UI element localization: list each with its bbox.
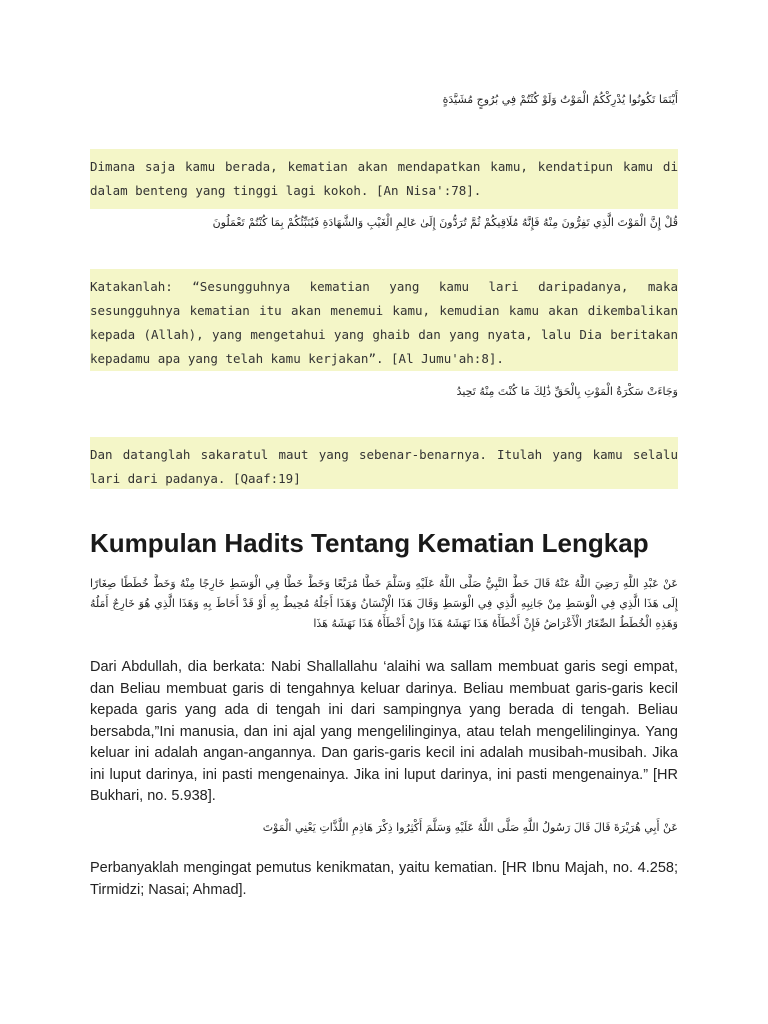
section-heading: Kumpulan Hadits Tentang Kematian Lengkap — [90, 528, 649, 558]
hadith-2-translation: Perbanyaklah mengingat pemutus kenikmatan, yaitu kematian. [HR Ibnu Majah, no. 4.258; Tirmidzi; Nasai; Ahmad]. — [90, 860, 678, 898]
hadith-1-arabic: عَنْ عَبْدِ اللَّهِ رَضِيَ اللَّهُ عَنْهُ قَالَ خَطَّ النَّبِيُّ صَلَّى اللَّهُ عَلَيْهِ وَسَلَّمَ خَطًّا مُرَبَّعًا وَخَطَّ خَطًّا فِي الْوَسَطِ خَارِجًا مِنْهُ وَخَطَّ خُطَطًا صِغَارًا إِلَى هَذَا الَّذِي فِي الْوَسَطِ مِنْ جَانِبِهِ الَّذِي فِي الْوَسَطِ وَقَالَ هَذَا الْإِنْسَانُ وَهَذَا أَجَلُهُ مُحِيطٌ بِهِ أَوْ قَدْ أَحَاطَ بِهِ وَهَذَا الَّذِي هُوَ خَارِجٌ أَمَلُهُ وَهَذِهِ الْخُطَطُ الصِّغَارُ الْأَعْرَاضُ فَإِنْ أَخْطَأَهُ هَذَا نَهَشَهُ هَذَا وَإِنْ أَخْطَأَهُ هَذَا نَهَشَهُ هَذَا — [90, 577, 678, 630]
verse-3-translation-highlight — [90, 437, 678, 489]
hadith-1-translation: Dari Abdullah, dia berkata: Nabi Shallallahu ‘alaihi wa sallam membuat garis segi empat, dan Beliau membuat garis di tengahnya keluar darinya. Beliau membuat garis-garis kecil kepada garis yang ada di tengah ini dari sampingnya yang berada di tengah. Beliau bersabda,”Ini manusia, dan ini ajal yang mengelilinginya, atau telah mengelilinginya. Yang keluar ini adalah angan-angannya. Dan garis-garis kecil ini adalah musibah-musibah. Jika ini luput darinya, ini pasti mengenainya. Jika ini luput darinya, ini pasti mengenainya.” [HR Bukhari, no. 5.938]. — [90, 659, 678, 804]
verse-2-translation-highlight — [90, 269, 678, 371]
verse-3-translation: Dan datanglah sakaratul maut yang sebenar-benarnya. Itulah yang kamu selalu lari dari padanya. [Qaaf:19] — [90, 447, 678, 486]
verse-1-translation-highlight — [90, 149, 678, 209]
verse-1-arabic: أَيْنَمَا تَكُونُوا يُدْرِكْكُمُ الْمَوْتُ وَلَوْ كُنْتُمْ فِي بُرُوجٍ مُشَيَّدَةٍ — [442, 93, 678, 106]
verse-3-arabic: وَجَاءَتْ سَكْرَةُ الْمَوْتِ بِالْحَقِّ ذَٰلِكَ مَا كُنْتَ مِنْهُ تَحِيدُ — [456, 385, 678, 398]
verse-2-arabic: قُلْ إِنَّ الْمَوْتَ الَّذِي تَفِرُّونَ مِنْهُ فَإِنَّهُ مُلَاقِيكُمْ ثُمَّ تُرَدُّونَ إِلَىٰ عَالِمِ الْغَيْبِ وَالشَّهَادَةِ فَيُنَبِّئُكُمْ بِمَا كُنْتُمْ تَعْمَلُونَ — [212, 216, 678, 229]
verse-2-translation: Katakanlah: “Sesungguhnya kematian yang kamu lari daripadanya, maka sesungguhnya kematian itu akan menemui kamu, kemudian kamu akan dikembalikan kepada (Allah), yang mengetahui yang ghaib dan yang nyata, lalu Dia beritakan kepadamu apa yang telah kamu kerjakan”. [Al Jumu'ah:8]. — [90, 279, 678, 366]
hadith-2-arabic: عَنْ أَبِي هُرَيْرَةَ قَالَ قَالَ رَسُولُ اللَّهِ صَلَّى اللَّهُ عَلَيْهِ وَسَلَّمَ أَكْثِرُوا ذِكْرَ هَاذِمِ اللَّذَّاتِ يَعْنِي الْمَوْتَ — [262, 821, 678, 834]
verse-1-translation: Dimana saja kamu berada, kematian akan mendapatkan kamu, kendatipun kamu di dalam benteng yang tinggi lagi kokoh. [An Nisa':78]. — [90, 159, 678, 198]
